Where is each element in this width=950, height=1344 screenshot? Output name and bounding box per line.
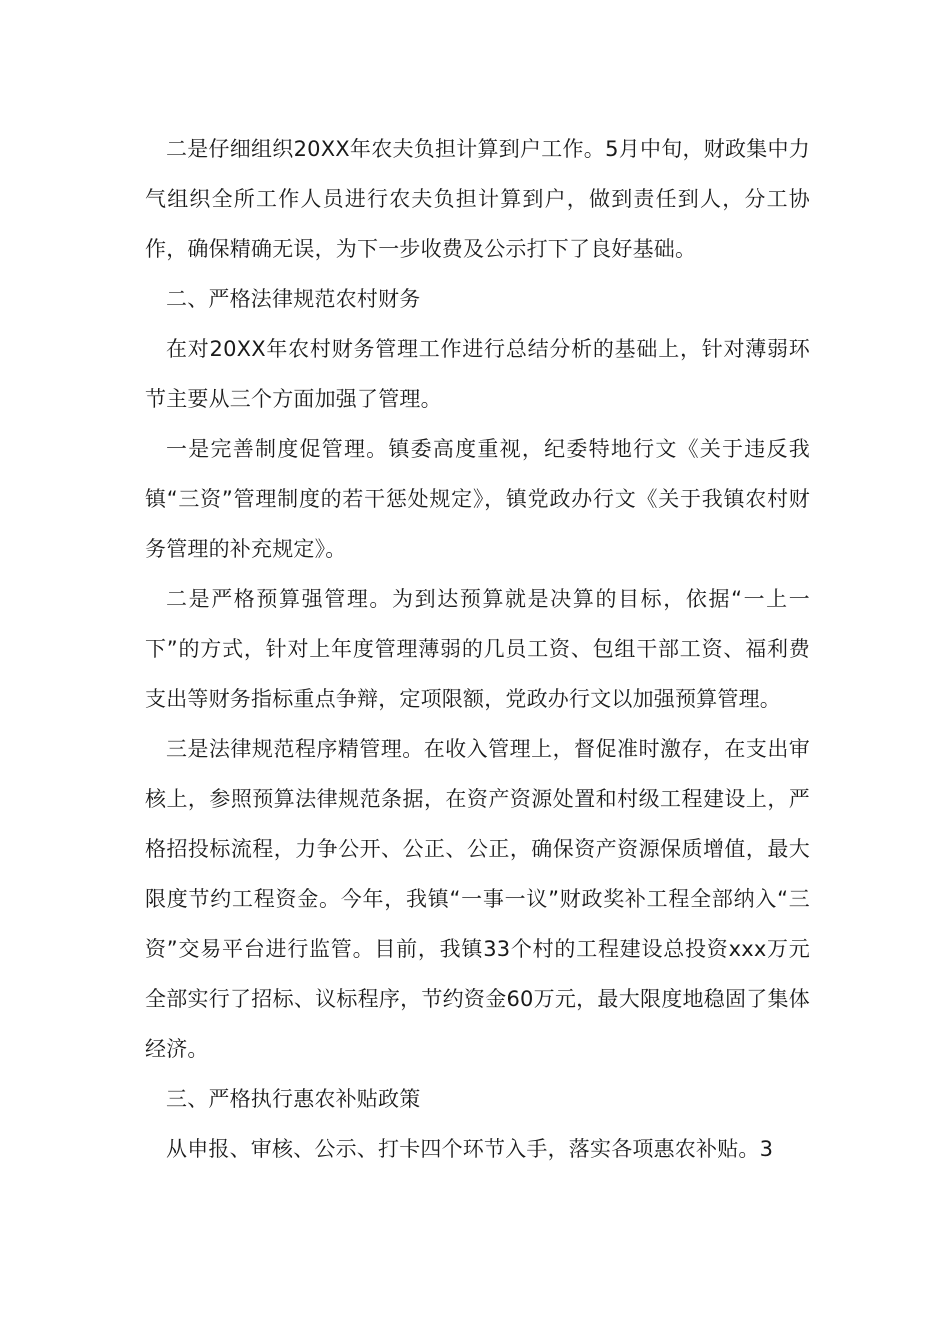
- paragraph-farmer-burden: 二是仔细组织20XX年农夫负担计算到户工作。5月中旬，财政集中力气组织全所工作人员进行农夫负担计算到户，做到责任到人，分工协作，确保精确无误，为下一步收费及公示打下了良好基础。: [145, 137, 810, 261]
- paragraph-subsidy-steps: 从申报、审核、公示、打卡四个环节入手，落实各项惠农补贴。3: [166, 1137, 774, 1161]
- section-heading-subsidy-policy: 三、严格执行惠农补贴政策: [166, 1087, 421, 1111]
- section-heading-rural-finance: 二、严格法律规范农村财务: [166, 287, 421, 311]
- paragraph-system-management: 一是完善制度促管理。镇委高度重视，纪委特地行文《关于违反我镇“三资”管理制度的若干惩处规定》，镇党政办行文《关于我镇农村财务管理的补充规定》。: [145, 437, 810, 561]
- paragraph-finance-intro: 在对20XX年农村财务管理工作进行总结分析的基础上，针对薄弱环节主要从三个方面加强了管理。: [145, 337, 810, 411]
- document-body: [145, 124, 810, 1174]
- paragraph-budget-management: 二是严格预算强管理。为到达预算就是决算的目标，依据“一上一下”的方式，针对上年度管理薄弱的几员工资、包组干部工资、福利费支出等财务指标重点争辩，定项限额，党政办行文以加强预算管理。: [145, 587, 810, 711]
- paragraph-procedure-management: 三是法律规范程序精管理。在收入管理上，督促准时激存，在支出审核上，参照预算法律规范条据，在资产资源处置和村级工程建设上，严格招投标流程，力争公开、公正、公正，确保资产资源保质增值，最大限度节约工程资金。今年，我镇“一事一议”财政奖补工程全部纳入“三资”交易平台进行监管。目前，我镇33个村的工程建设总投资xxx万元全部实行了招标、议标程序，节约资金60万元，最大限度地稳固了集体经济。: [145, 737, 810, 1061]
